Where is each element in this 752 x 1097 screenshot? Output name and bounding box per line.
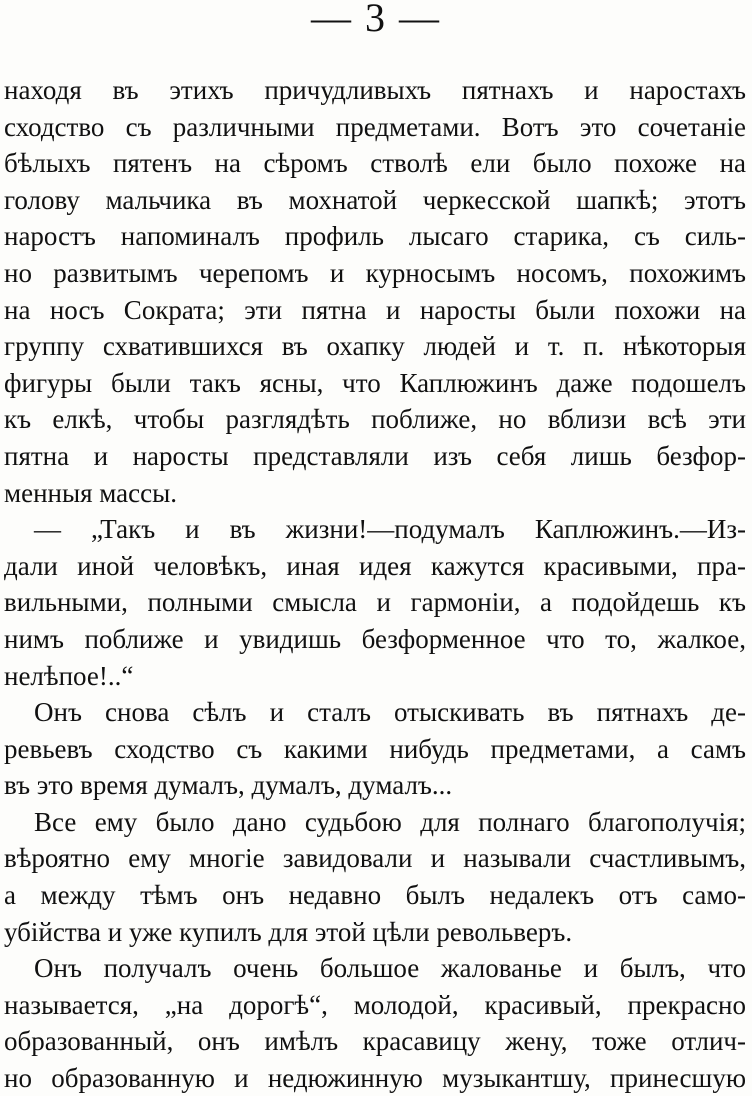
text-line: — „Такъ и въ жизни!—подумалъ Каплюжинъ.—Из-	[34, 514, 746, 545]
text-line: вѣроятно ему многiе завидовали и называли счастливымъ,	[4, 843, 746, 874]
text-line: менныя массы.	[4, 477, 178, 508]
text-line: дали иной человѣкъ, иная идея кажутся красивыми, пра-	[4, 550, 746, 581]
text-line: бѣлыхъ пятенъ на сѣромъ стволѣ ели было похоже на	[4, 148, 746, 179]
text-line: къ елкѣ, чтобы разглядѣть поближе, но вблизи всѣ эти	[4, 404, 746, 435]
text-line: ревьевъ сходство съ какими нибудь предметами, а самъ	[4, 733, 746, 764]
body-text	[4, 72, 746, 1097]
text-line: вильными, полными смысла и гармонiи, а подойдешь къ	[4, 587, 746, 618]
text-line: но образованную и недюжинную музыкантшу, принесшую	[4, 1063, 746, 1094]
text-line: нелѣпое!..“	[4, 660, 134, 691]
text-line: находя въ этихъ причудливыхъ пятнахъ и наростахъ	[4, 75, 746, 105]
text-line: на носъ Сократа; эти пятна и наросты были похожи на	[4, 294, 746, 325]
text-line: сходство съ различными предметами. Вотъ это сочетанiе	[4, 111, 746, 142]
text-line: убiйства и уже купилъ для этой цѣли револьверъ.	[4, 916, 573, 947]
text-line: Онъ получалъ очень большое жалованье и былъ, что	[34, 953, 746, 984]
text-line: а между тѣмъ онъ недавно былъ недалекъ отъ само-	[4, 880, 746, 911]
page-number: — 3 —	[311, 0, 441, 40]
text-line: нимъ поближе и увидишь безформенное что то, жалкое,	[4, 623, 746, 654]
text-line: образованный, онъ имѣлъ красавицу жену, тоже отлич-	[4, 1026, 746, 1057]
text-line: Все ему было дано судьбою для полнаго благополучiя;	[34, 806, 746, 837]
text-line: въ это время думалъ, думалъ, думалъ...	[4, 770, 453, 801]
text-line: но развитымъ черепомъ и курносымъ носомъ, похожимъ	[4, 257, 746, 288]
text-line: наростъ напоминалъ профиль лысаго старика, съ силь-	[4, 221, 746, 252]
text-line: называется, „на дорогѣ“, молодой, красивый, прекрасно	[4, 989, 746, 1020]
text-line: Онъ снова сѣлъ и сталъ отыскивать въ пятнахъ де-	[34, 697, 746, 728]
text-line: группу схватившихся въ охапку людей и т. п. нѣкоторыя	[4, 331, 746, 362]
text-line: фигуры были такъ ясны, что Каплюжинъ даже подошелъ	[4, 367, 746, 398]
text-line: голову мальчика въ мохнатой черкесской шапкѣ; этотъ	[4, 184, 746, 215]
text-line: пятна и наросты представляли изъ себя лишь безфор-	[4, 440, 746, 471]
